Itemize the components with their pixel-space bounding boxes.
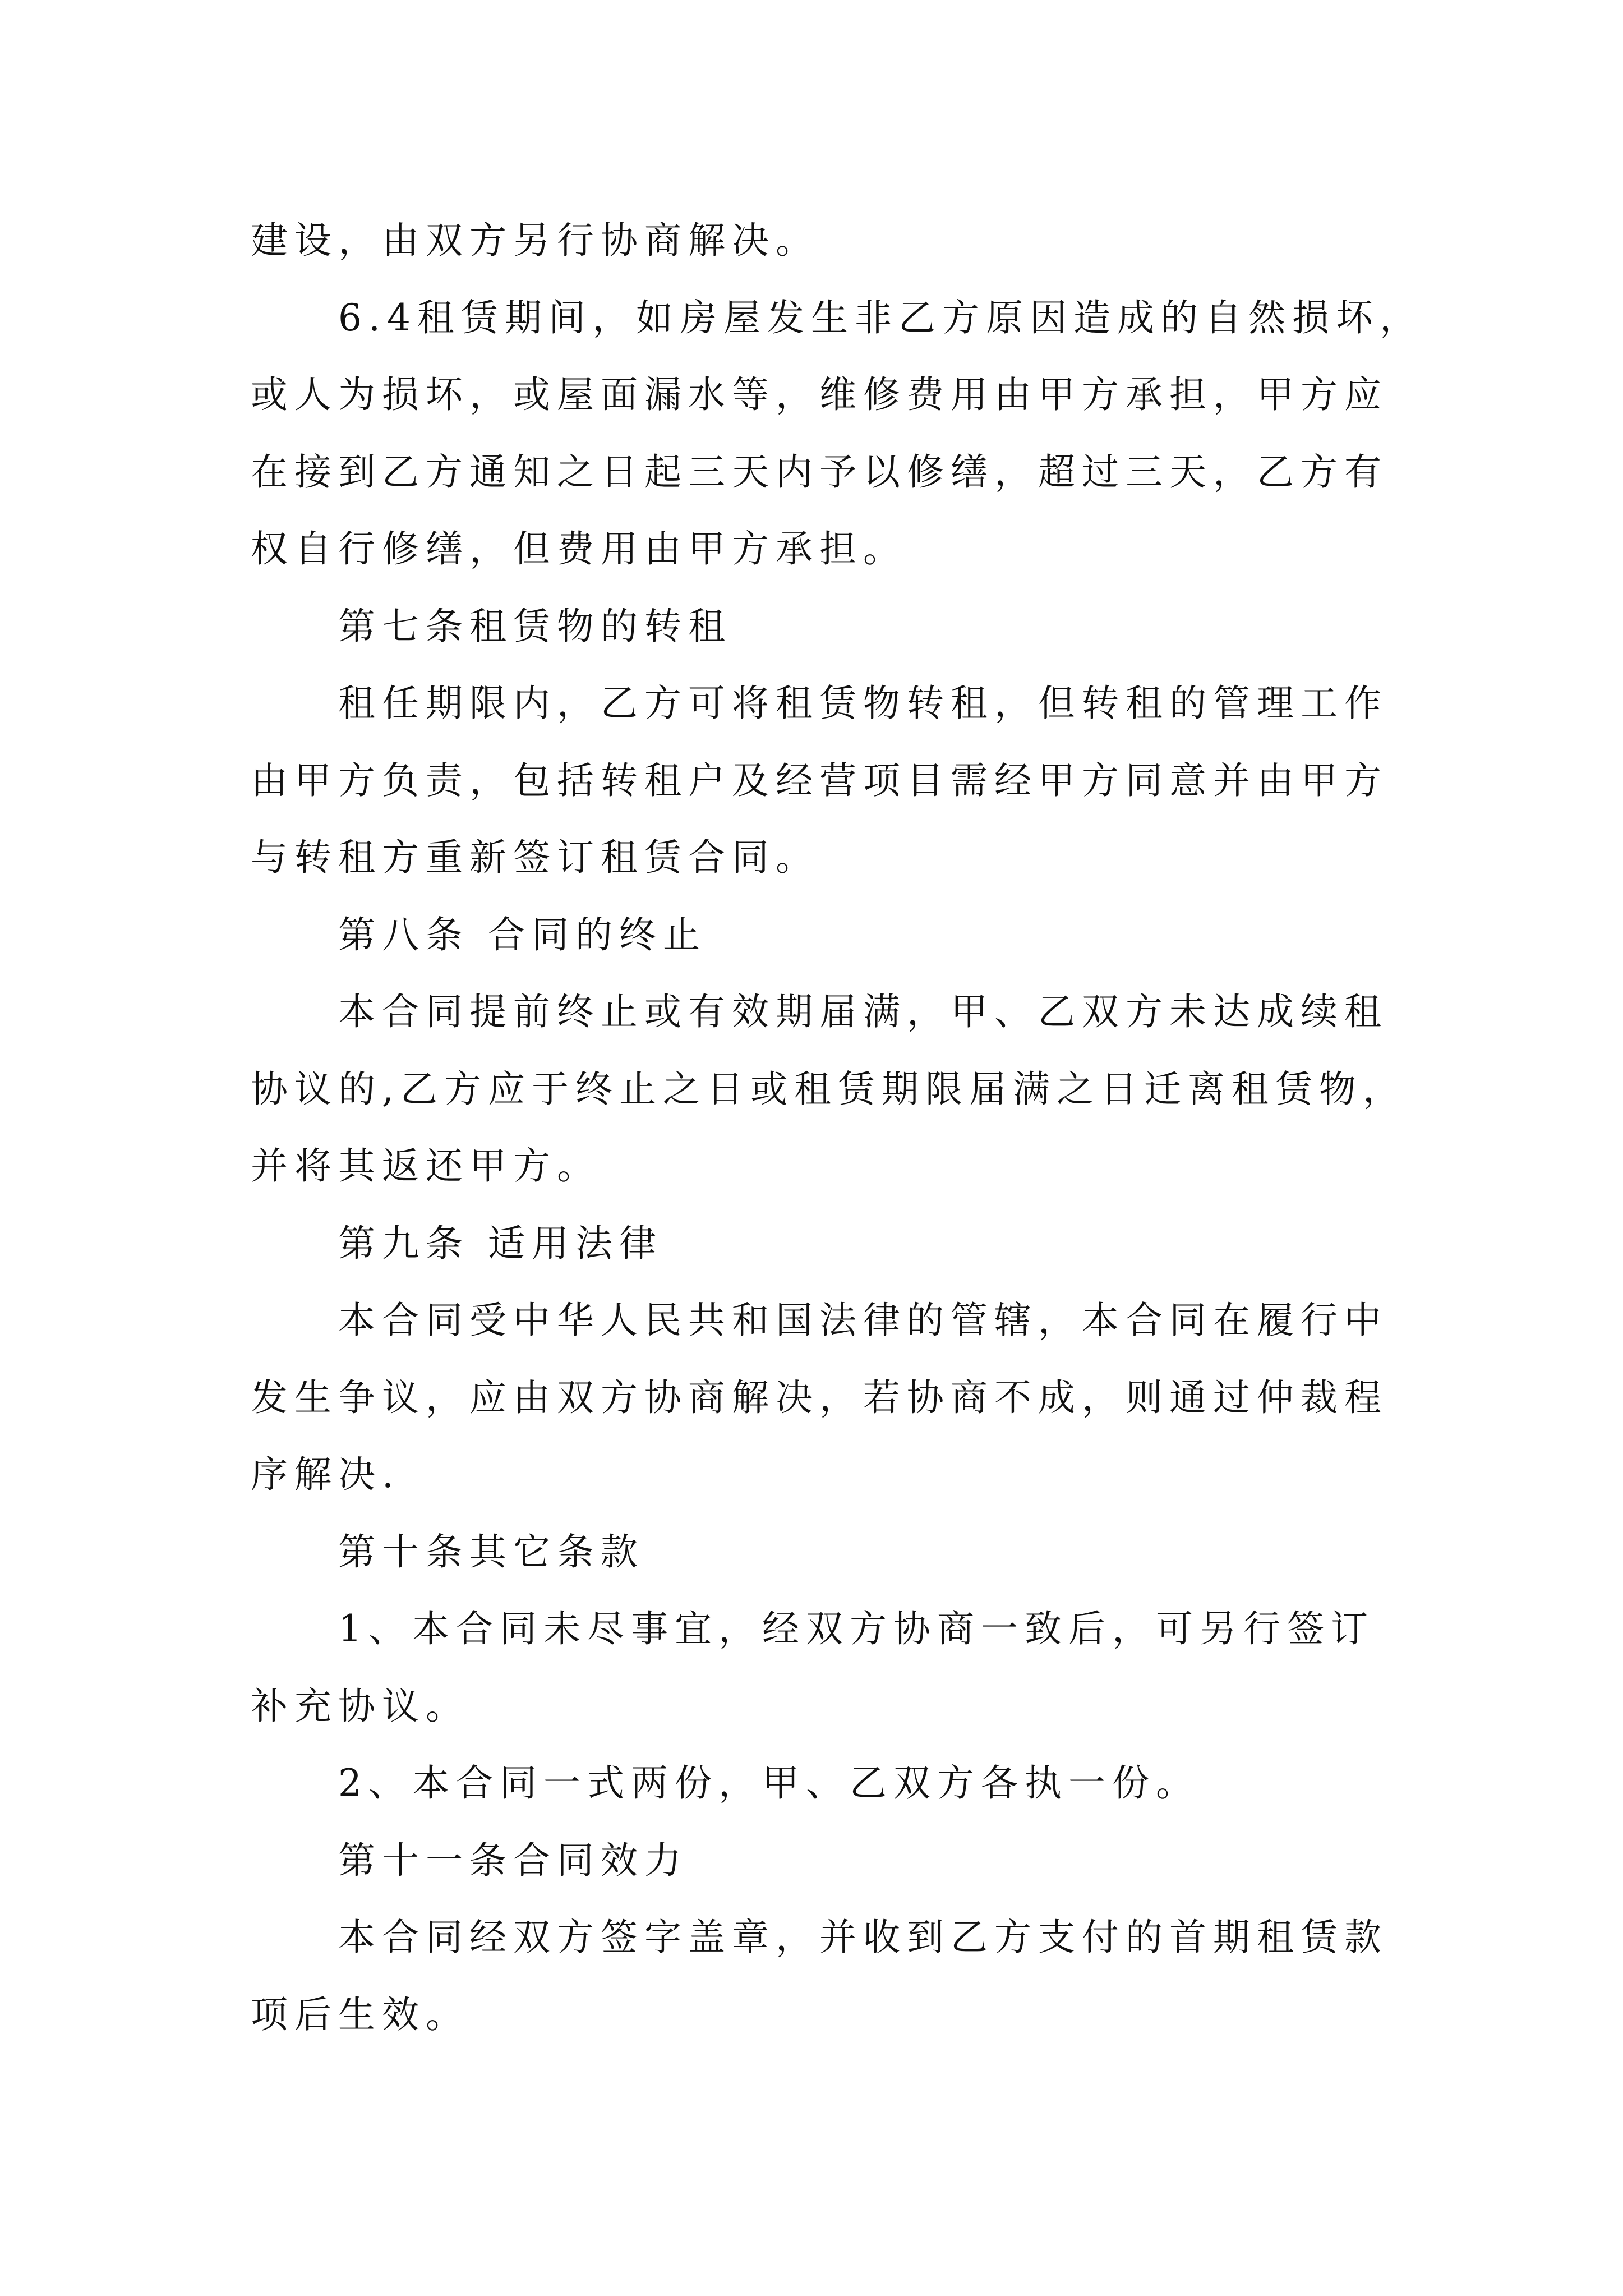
clause-heading-9 bbox=[251, 1205, 1456, 1282]
text-line: 序解决. bbox=[251, 1453, 400, 1496]
heading-line: 第八条 合同的终止 bbox=[338, 913, 707, 956]
clause-heading-10 bbox=[251, 1513, 1456, 1591]
text-line: 6.4租赁期间，如房屋发生非乙方原因造成的自然损坏， bbox=[338, 296, 1423, 339]
heading-line: 第十条其它条款 bbox=[338, 1530, 644, 1573]
text-line: 发生争议，应由双方协商解决，若协商不成，则通过仲裁程 bbox=[251, 1375, 1388, 1419]
clause-heading-7 bbox=[251, 588, 1456, 665]
text-line: 1、本合同未尽事宜，经双方协商一致后，可另行签订 bbox=[338, 1607, 1375, 1650]
text-line: 由甲方负责，包括转租户及经营项目需经甲方同意并由甲方 bbox=[251, 758, 1388, 802]
document-body bbox=[251, 202, 1456, 2053]
text-line: 与转租方重新签订租赁合同。 bbox=[251, 836, 819, 879]
text-line: 在接到乙方通知之日起三天内予以修缮，超过三天，乙方有 bbox=[251, 450, 1388, 494]
text-line: 本合同经双方签字盖章，并收到乙方支付的首期租赁款 bbox=[338, 1916, 1388, 1959]
text-line: 或人为损坏，或屋面漏水等，维修费用由甲方承担，甲方应 bbox=[251, 373, 1388, 416]
clause-body-7 bbox=[251, 665, 1456, 896]
text-line: 本合同提前终止或有效期届满，甲、乙双方未达成续租 bbox=[338, 990, 1388, 1033]
text-line: 补充协议。 bbox=[251, 1684, 469, 1728]
text-line: 协议的,乙方应于终止之日或租赁期限届满之日迁离租赁物， bbox=[251, 1067, 1407, 1111]
clause-body-9 bbox=[251, 1282, 1456, 1513]
clause-10-item-1 bbox=[251, 1590, 1456, 1745]
heading-line: 第十一条合同效力 bbox=[338, 1838, 688, 1882]
text-line: 建设，由双方另行协商解决。 bbox=[251, 219, 819, 262]
text-line: 本合同受中华人民共和国法律的管辖，本合同在履行中 bbox=[338, 1299, 1388, 1342]
text-line: 并将其返还甲方。 bbox=[251, 1144, 601, 1188]
text-line: 2、本合同一式两份，甲、乙双方各执一份。 bbox=[338, 1761, 1200, 1805]
text-line: 权自行修缮，但费用由甲方承担。 bbox=[251, 527, 907, 570]
paragraph-continued bbox=[251, 202, 1456, 279]
heading-line: 第九条 适用法律 bbox=[338, 1221, 663, 1265]
clause-body-8 bbox=[251, 973, 1456, 1205]
clause-10-item-2 bbox=[251, 1745, 1456, 1822]
paragraph-6-4 bbox=[251, 279, 1456, 588]
heading-line: 第七条租赁物的转租 bbox=[338, 604, 732, 648]
clause-heading-8 bbox=[251, 896, 1456, 974]
clause-heading-11 bbox=[251, 1822, 1456, 1899]
text-line: 项后生效。 bbox=[251, 1993, 469, 2036]
text-line: 租任期限内，乙方可将租赁物转租，但转租的管理工作 bbox=[338, 682, 1388, 725]
clause-body-11 bbox=[251, 1899, 1456, 2053]
